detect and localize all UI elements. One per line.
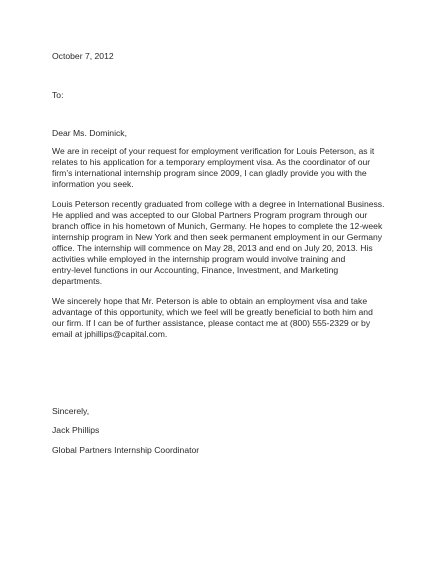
paragraph-2 <box>52 199 392 287</box>
paragraph-2-line: branch office in his hometown of Munich, Germany. He hopes to complete the 12-week <box>52 221 383 231</box>
paragraph-1-line: firm’s international internship program since 2009, I can gladly provide you with the <box>52 168 367 178</box>
paragraph-3-line: our firm. If I can be of further assistance, please contact me at (800) 555-2329 or by <box>52 318 371 328</box>
signer-title: Global Partners Internship Coordinator <box>52 445 200 455</box>
letter-date: October 7, 2012 <box>52 51 114 61</box>
paragraph-3 <box>52 296 392 340</box>
paragraph-3-line: email at jphillips@capital.com. <box>52 329 168 339</box>
closing: Sincerely, <box>52 406 90 416</box>
paragraph-2-line: internship program in New York and then seek permanent employment in our Germany <box>52 232 383 242</box>
paragraph-1 <box>52 146 392 190</box>
salutation: Dear Ms. Dominick, <box>52 128 127 138</box>
paragraph-2-line: Louis Peterson recently graduated from college with a degree in International Business. <box>52 199 385 209</box>
paragraph-2-line: departments. <box>52 276 103 286</box>
paragraph-2-line: activities while employed in the internship program would involve training and <box>52 254 346 264</box>
signer-name: Jack Phillips <box>52 425 100 435</box>
paragraph-1-line: information you seek. <box>52 179 134 189</box>
paragraph-3-line: advantage of this opportunity, which we feel will be greatly beneficial to both him and <box>52 307 373 317</box>
paragraph-2-line: entry-level functions in our Accounting, Finance, Investment, and Marketing <box>52 265 339 275</box>
paragraph-1-line: We are in receipt of your request for employment verification for Louis Peterson, as it <box>52 146 375 156</box>
paragraph-3-line: We sincerely hope that Mr. Peterson is able to obtain an employment visa and take <box>52 296 368 306</box>
recipient-label: To: <box>52 90 64 100</box>
paragraph-1-line: relates to his application for a temporary employment visa. As the coordinator of our <box>52 157 371 167</box>
paragraph-2-line: He applied and was accepted to our Global Partners Program program through our <box>52 210 368 220</box>
paragraph-2-line: office. The internship will commence on May 28, 2013 and end on July 20, 2013. His <box>52 243 373 253</box>
